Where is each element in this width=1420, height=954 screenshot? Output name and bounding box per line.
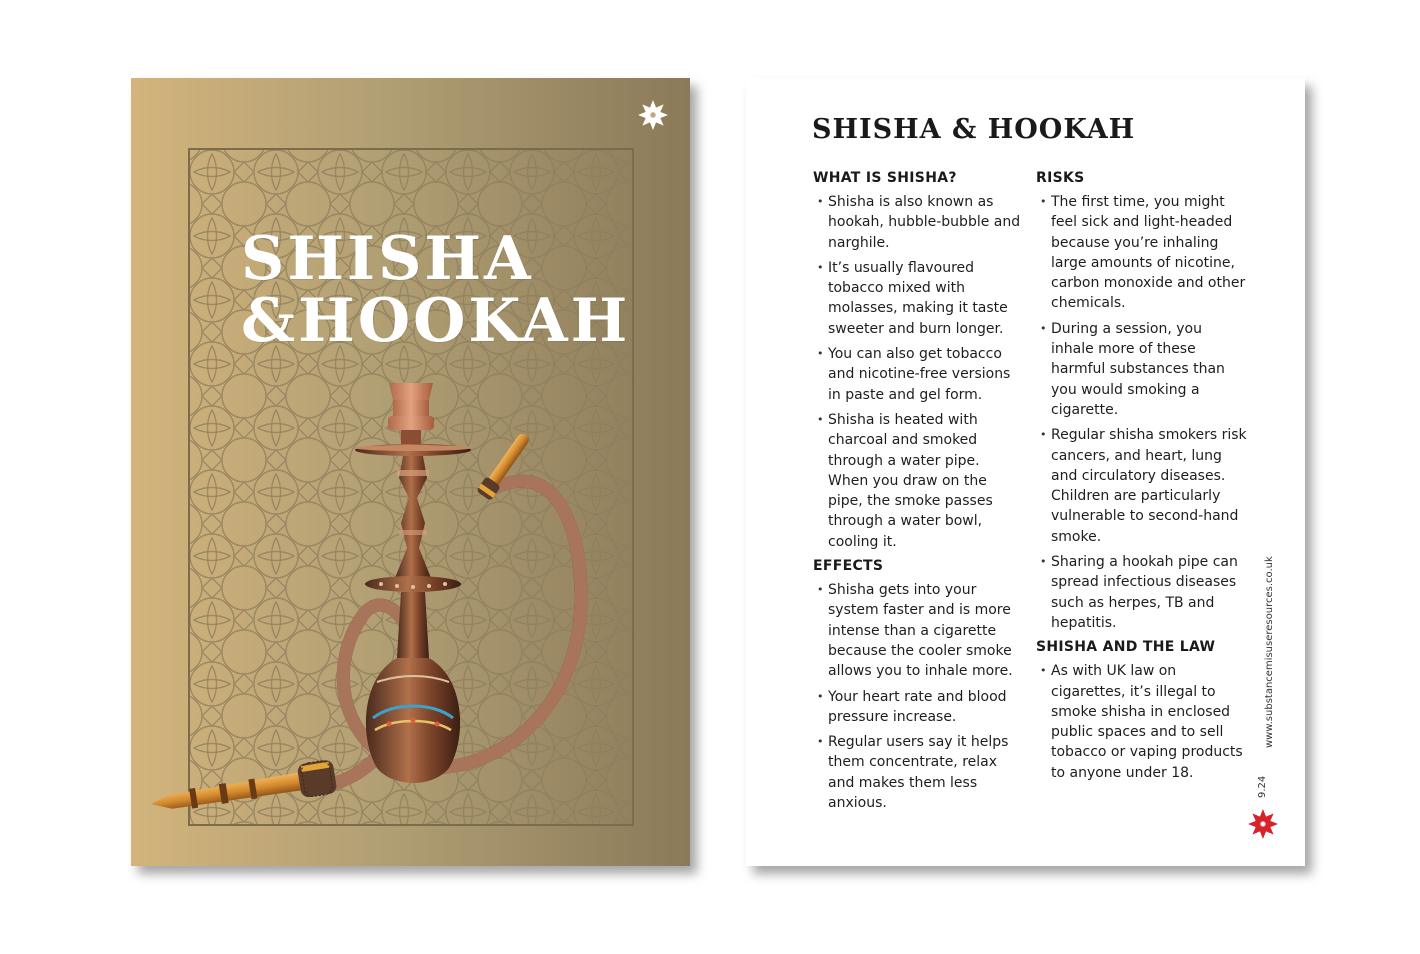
right-column	[1036, 170, 1248, 789]
list-item: • The first time, you might feel sick and light-headed because you’re inhaling large amounts of nicotine, carbon monoxide and other chemicals.	[1036, 192, 1248, 314]
back-title: SHISHA & HOOKAH	[812, 114, 1136, 145]
front-title-line2: &HOOKAH	[241, 286, 631, 356]
list-item: • Sharing a hookah pipe can spread infectious diseases such as herpes, TB and hepatitis.	[1036, 552, 1248, 633]
front-title-line1: SHISHA	[241, 224, 534, 294]
list-item: • Your heart rate and blood pressure increase.	[813, 687, 1021, 728]
list-item: • Shisha is heated with charcoal and smoked through a water pipe. When you draw on the pipe, the smoke passes through a water bowl, cooling it.	[813, 410, 1021, 552]
list-item: • Regular users say it helps them concentrate, relax and makes them less anxious.	[813, 732, 1021, 813]
list-item: • Regular shisha smokers risk cancers, and heart, lung and circulatory diseases. Children are particularly vulnerable to second-hand smoke.	[1036, 425, 1248, 547]
list-item: • As with UK law on cigarettes, it’s illegal to smoke shisha in enclosed public spaces and to sell tobacco or vaping products to anyone under 18.	[1036, 661, 1248, 783]
website-url: www.substancemisuseresources.co.uk	[1264, 556, 1275, 748]
back-card	[746, 78, 1305, 866]
list-item: • Shisha gets into your system faster and is more intense than a cigarette because the cooler smoke allows you to inhale more.	[813, 580, 1021, 681]
list-item: • Shisha is also known as hookah, hubble-bubble and narghile.	[813, 192, 1021, 253]
risks-list	[1036, 192, 1248, 633]
flower-mark-icon	[1247, 808, 1279, 840]
effects-list	[813, 580, 1021, 813]
edition-number: 9.24	[1257, 775, 1268, 798]
list-item: • You can also get tobacco and nicotine-free versions in paste and gel form.	[813, 344, 1021, 405]
effects-heading: EFFECTS	[813, 558, 884, 575]
law-list	[1036, 661, 1248, 783]
what-is-shisha-heading: WHAT IS SHISHA?	[813, 170, 957, 186]
hookah-illustration	[131, 78, 690, 866]
list-item: • It’s usually flavoured tobacco mixed with molasses, making it taste sweeter and burn longer.	[813, 258, 1021, 339]
left-column	[813, 170, 1021, 819]
what-is-shisha-list	[813, 192, 1021, 552]
list-item: • During a session, you inhale more of these harmful substances than you would smoking a cigarette.	[1036, 319, 1248, 420]
front-card	[131, 78, 690, 866]
risks-heading: RISKS	[1036, 170, 1085, 186]
law-heading: SHISHA AND THE LAW	[1036, 639, 1216, 656]
